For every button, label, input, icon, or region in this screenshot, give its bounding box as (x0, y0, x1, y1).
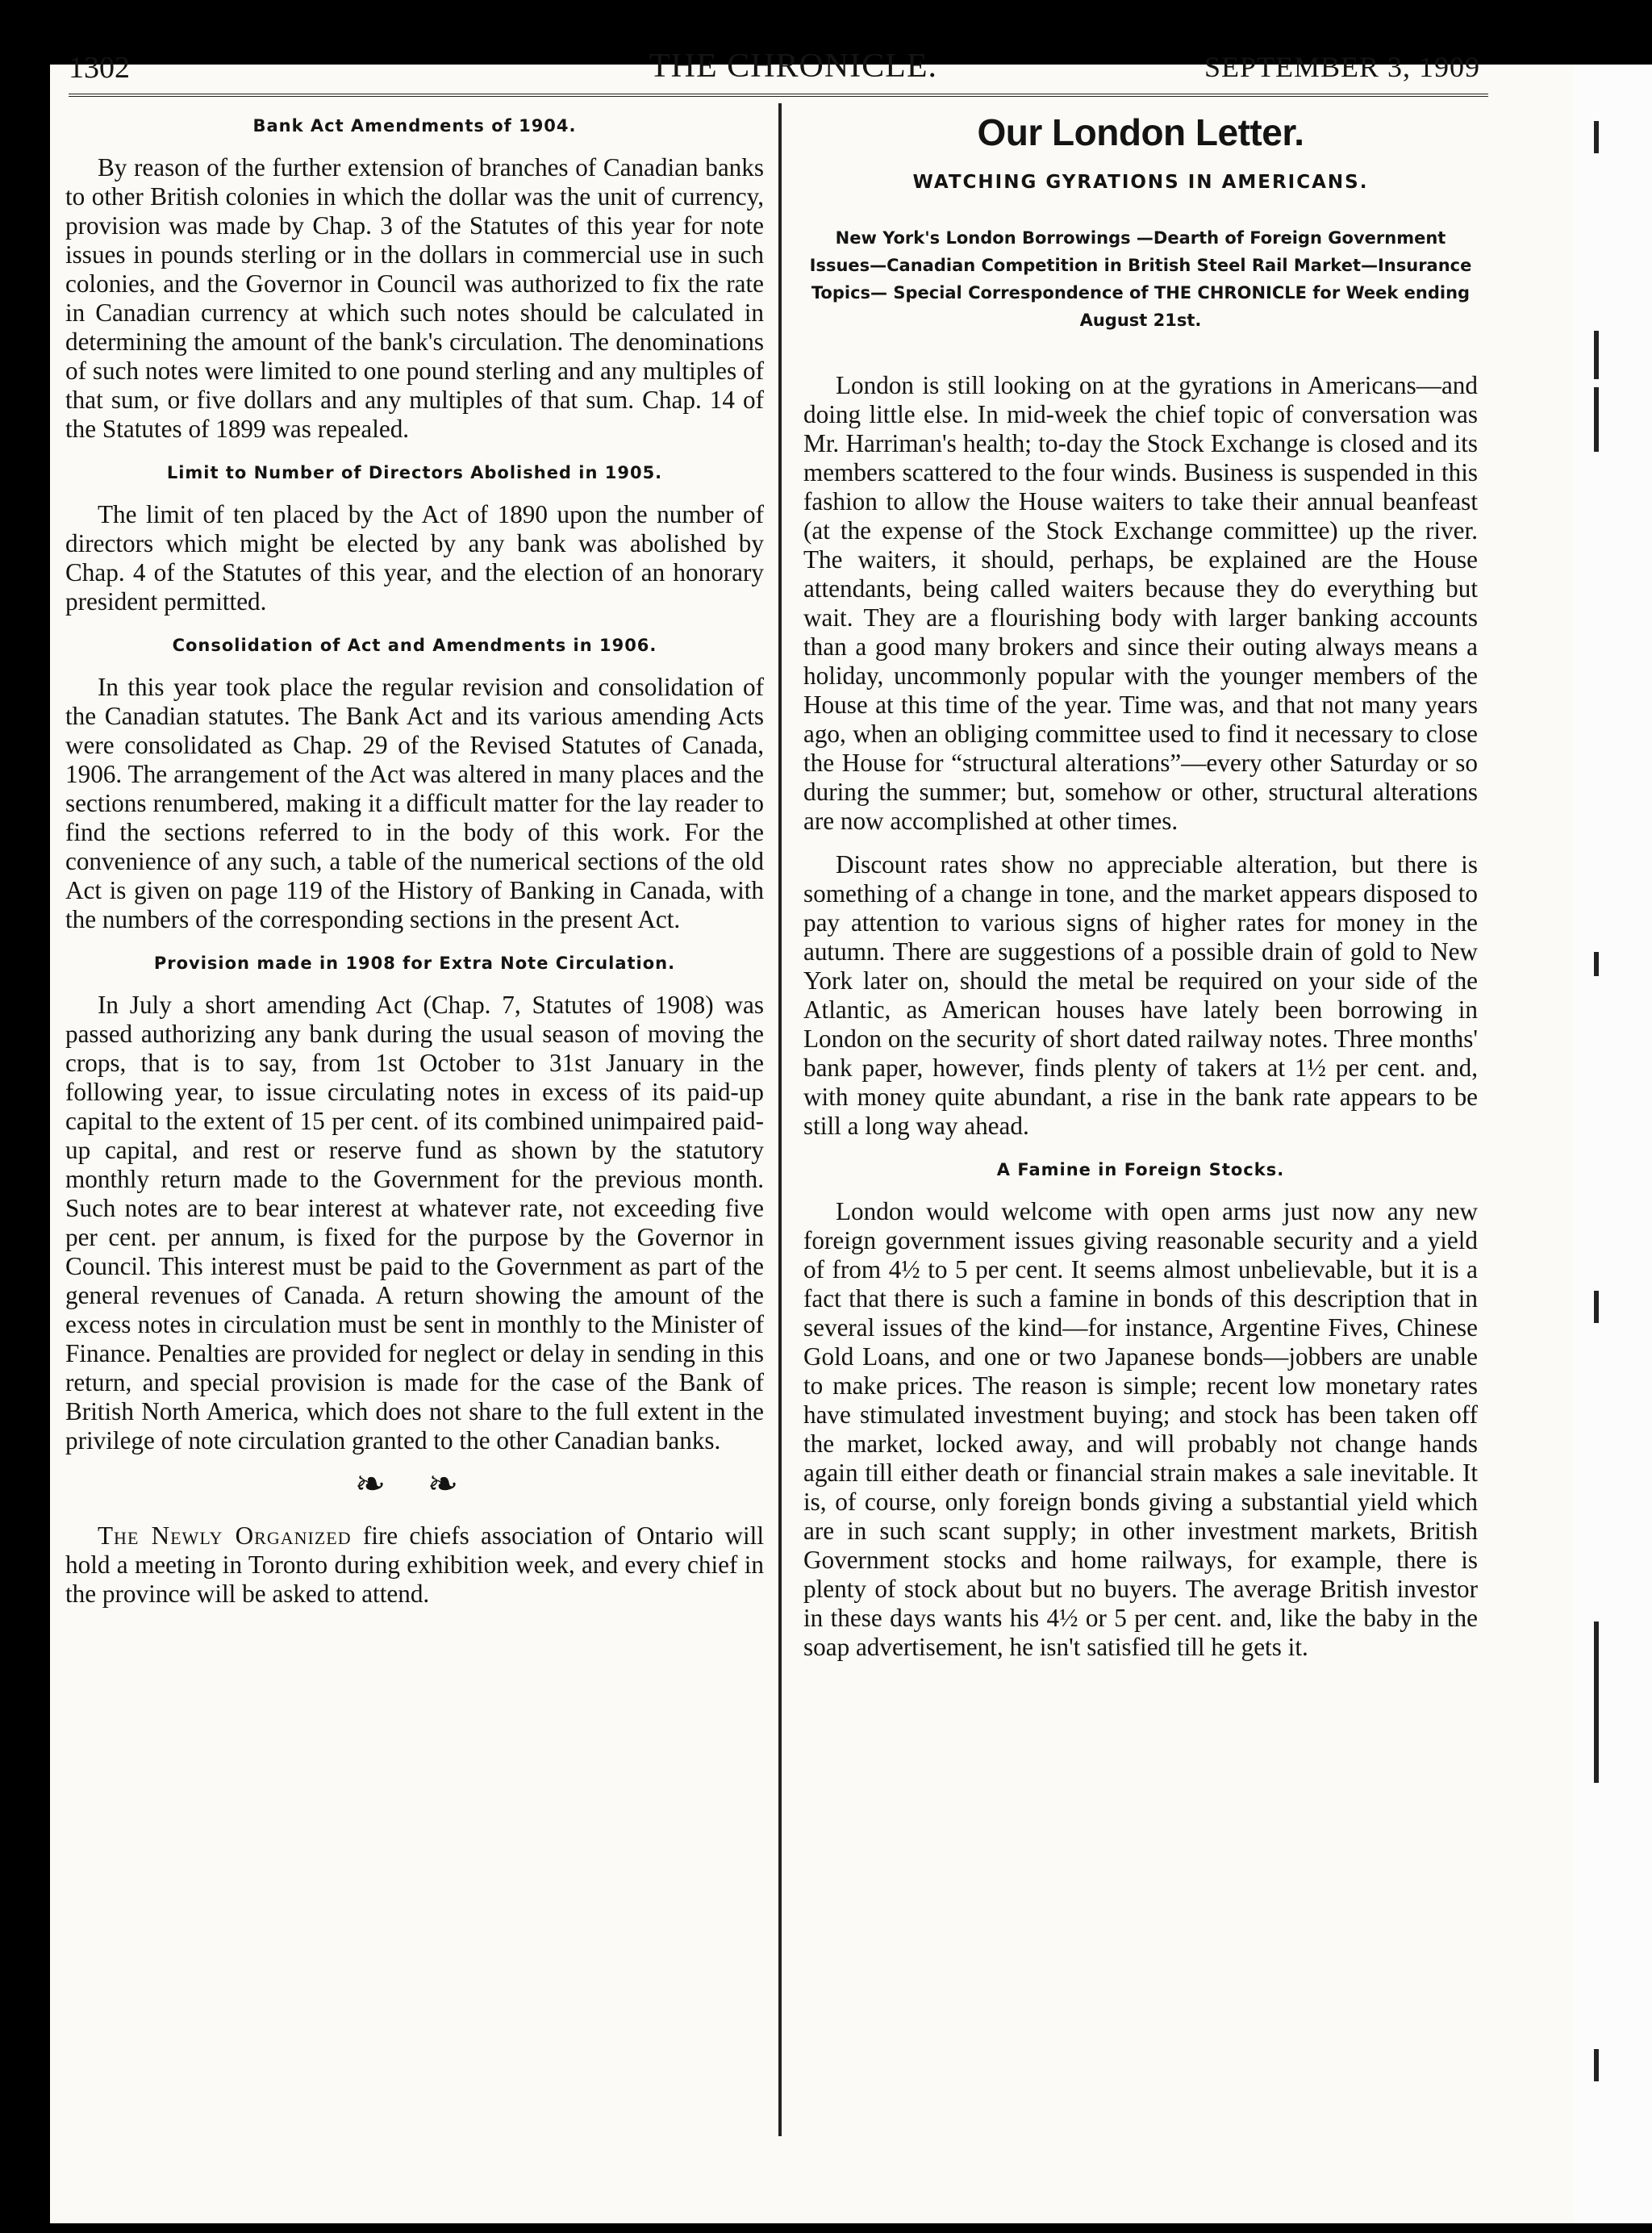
article-paragraph: By reason of the further extension of branches of Canadian banks to other British colonies in which the dollar was the unit of currency, provision was made by Chap. 3 of the Statutes of this year for note issues in pounds sterling or in the dollars in commercial use in such colonies, and the Governor in Council was authorized to fix the rate in Canadian currency at which such notes should be calculated in determining the amount of the bank's circulation. The denominations of such notes were limited to one pound sterling and any multiples of that sum, or five dollars and any multiples of that sum. Chap. 14 of the Statutes of 1899 was repealed. (65, 153, 764, 443)
margin-mark (1594, 121, 1599, 153)
article-paragraph: Discount rates show no appreciable alteration, but there is something of a change in tone, and the market appears disposed to pay attention to various signs of higher rates for money in the autumn. There are suggestions of a possible drain of gold to New York later on, should the metal be required on your side of the Atlantic, as American houses have lately been borrowing in London on the security of short dated railway notes. Three months' bank paper, however, finds plenty of takers at 1½ per cent. and, with money quite abundant, a rise in the bank rate appears to be still a long way ahead. (803, 850, 1478, 1140)
binding-margin (1573, 65, 1652, 2223)
margin-mark (1594, 952, 1599, 976)
article-paragraph: In this year took place the regular revision and consolidation of the Canadian statutes. The Bank Act and its various amending Acts were consolidated as Chap. 29 of the Revised Statutes of Canada, 1906. The arrangement of the Act was altered in many places and the sections renumbered, making it a difficult matter for the lay reader to find the sections referred to in the body of this work. For the convenience of any such, a table of the numerical sections of the old Act is given on page 119 of the History of Banking in Canada, with the numbers of the corresponding sections in the present Act. (65, 673, 764, 933)
news-note (65, 1521, 764, 1609)
issue-date: SEPTEMBER 3, 1909 (1204, 51, 1480, 83)
article-paragraph: The limit of ten placed by the Act of 1890 upon the number of directors which might be elected by any bank was abolished by Chap. 4 of the Statutes of this year, and the election of an honorary president permitted. (65, 500, 764, 616)
article-paragraph: London would welcome with open arms just now any new foreign government issues giving reasonable security and a yield of from 4½ to 5 per cent. It seems almost unbelievable, but it is a fact that there is such a famine in bonds of this description that in several issues of the kind—for instance, Argentine Fives, Chinese Gold Loans, and one or two Japanese bonds—jobbers are unable to make prices. The reason is simple; recent low monetary rates have stimulated investment buying; and stock has been taken off the market, locked away, and will probably not change hands again till either death or financial strain makes a sale inevitable. It is, of course, only foreign bonds giving a substantial yield which are in such scant supply; in other investment markets, British Government stocks and home railways, for example, there is plenty of stock about but no buyers. The average British investor in these days wants his 4½ or 5 per cent. and, like the baby in the soap advertisement, he isn't satisfied till he gets it. (803, 1197, 1478, 1661)
margin-mark (1594, 2049, 1599, 2081)
section-heading: Provision made in 1908 for Extra Note Circulation. (153, 954, 676, 973)
publication-title: THE CHRONICLE. (649, 48, 937, 85)
left-column (65, 106, 764, 1623)
section-heading: Bank Act Amendments of 1904. (252, 116, 577, 136)
article-subheading: WATCHING GYRATIONS IN AMERICANS. (912, 172, 1369, 193)
page-number: 1302 (69, 51, 130, 85)
column-divider (778, 103, 782, 2136)
article-paragraph: London is still looking on at the gyrations in Americans—and doing little else. In mid-week the chief topic of conversation was Mr. Harriman's health; to-day the Stock Exchange is closed and its members scattered to the four winds. Business is suspended in this fashion to allow the House waiters to take their annual beanfeast (at the expense of the Stock Exchange committee) up the river. The waiters, it should, perhaps, be explained are the House attendants, being called waiters because they do everything but wait. They are a flourishing body with larger banking accounts than a good many brokers and since their outing always means a holiday, uncommonly popular with the younger members of the House at this time of the year. Time was, and that not many years ago, when an obliging committee used to find it necessary to close the House for “structural alterations”—every other Saturday or so during the summer; but, somehow or other, structural alterations are now accomplished at other times. (803, 371, 1478, 835)
article-title: Our London Letter. (977, 111, 1304, 153)
section-heading: Consolidation of Act and Amendments in 1906. (172, 636, 657, 655)
article-paragraph: In July a short amending Act (Chap. 7, Statutes of 1908) was passed authorizing any bank during the usual season of moving the crops, that is to say, from 1st October to 31st January in the following year, to issue circulating notes in excess of its paid-up capital to the extent of 15 per cent. of its combined unimpaired paid-up capital, and rest or reserve fund as shown by the statutory monthly return made to the Government for the previous month. Such notes are to bear interest at whatever rate, not exceeding five per cent. per annum, is fixed for the purpose by the Governor in Council. This interest must be paid to the Government as part of the general revenues of Canada. A return showing the amount of the excess notes in circulation must be sent in monthly to the Minister of Finance. Penalties are provided for neglect or delay in sending in this return, and special provision is made for the case of the Bank of British North America, which does not share to the full extent in the privilege of note circulation granted to the other Canadian banks. (65, 991, 764, 1455)
right-column (803, 106, 1478, 1676)
margin-mark (1594, 1622, 1599, 1783)
margin-mark (1594, 387, 1599, 452)
page-header (69, 40, 1480, 97)
margin-mark (1594, 331, 1599, 379)
ornament-divider: ❧ ❧ (354, 1463, 475, 1505)
news-note-lead: The Newly Organized (98, 1521, 352, 1550)
section-heading: A Famine in Foreign Stocks. (996, 1160, 1285, 1179)
section-heading: Limit to Number of Directors Abolished in 1905. (166, 463, 663, 482)
header-rule (69, 94, 1488, 97)
news-note-text: fire chiefs association of Ontario will hold a meeting in Toronto during exhibition week, and every chief in the province will be asked to attend. (65, 1521, 764, 1608)
article-deck: New York's London Borrowings —Dearth of Foreign Government Issues—Canadian Competition in British Steel Rail Market—Insurance Topics— Special Correspondence of THE CHRONICLE for Week ending August 21st. (809, 228, 1472, 330)
margin-mark (1594, 1291, 1599, 1323)
